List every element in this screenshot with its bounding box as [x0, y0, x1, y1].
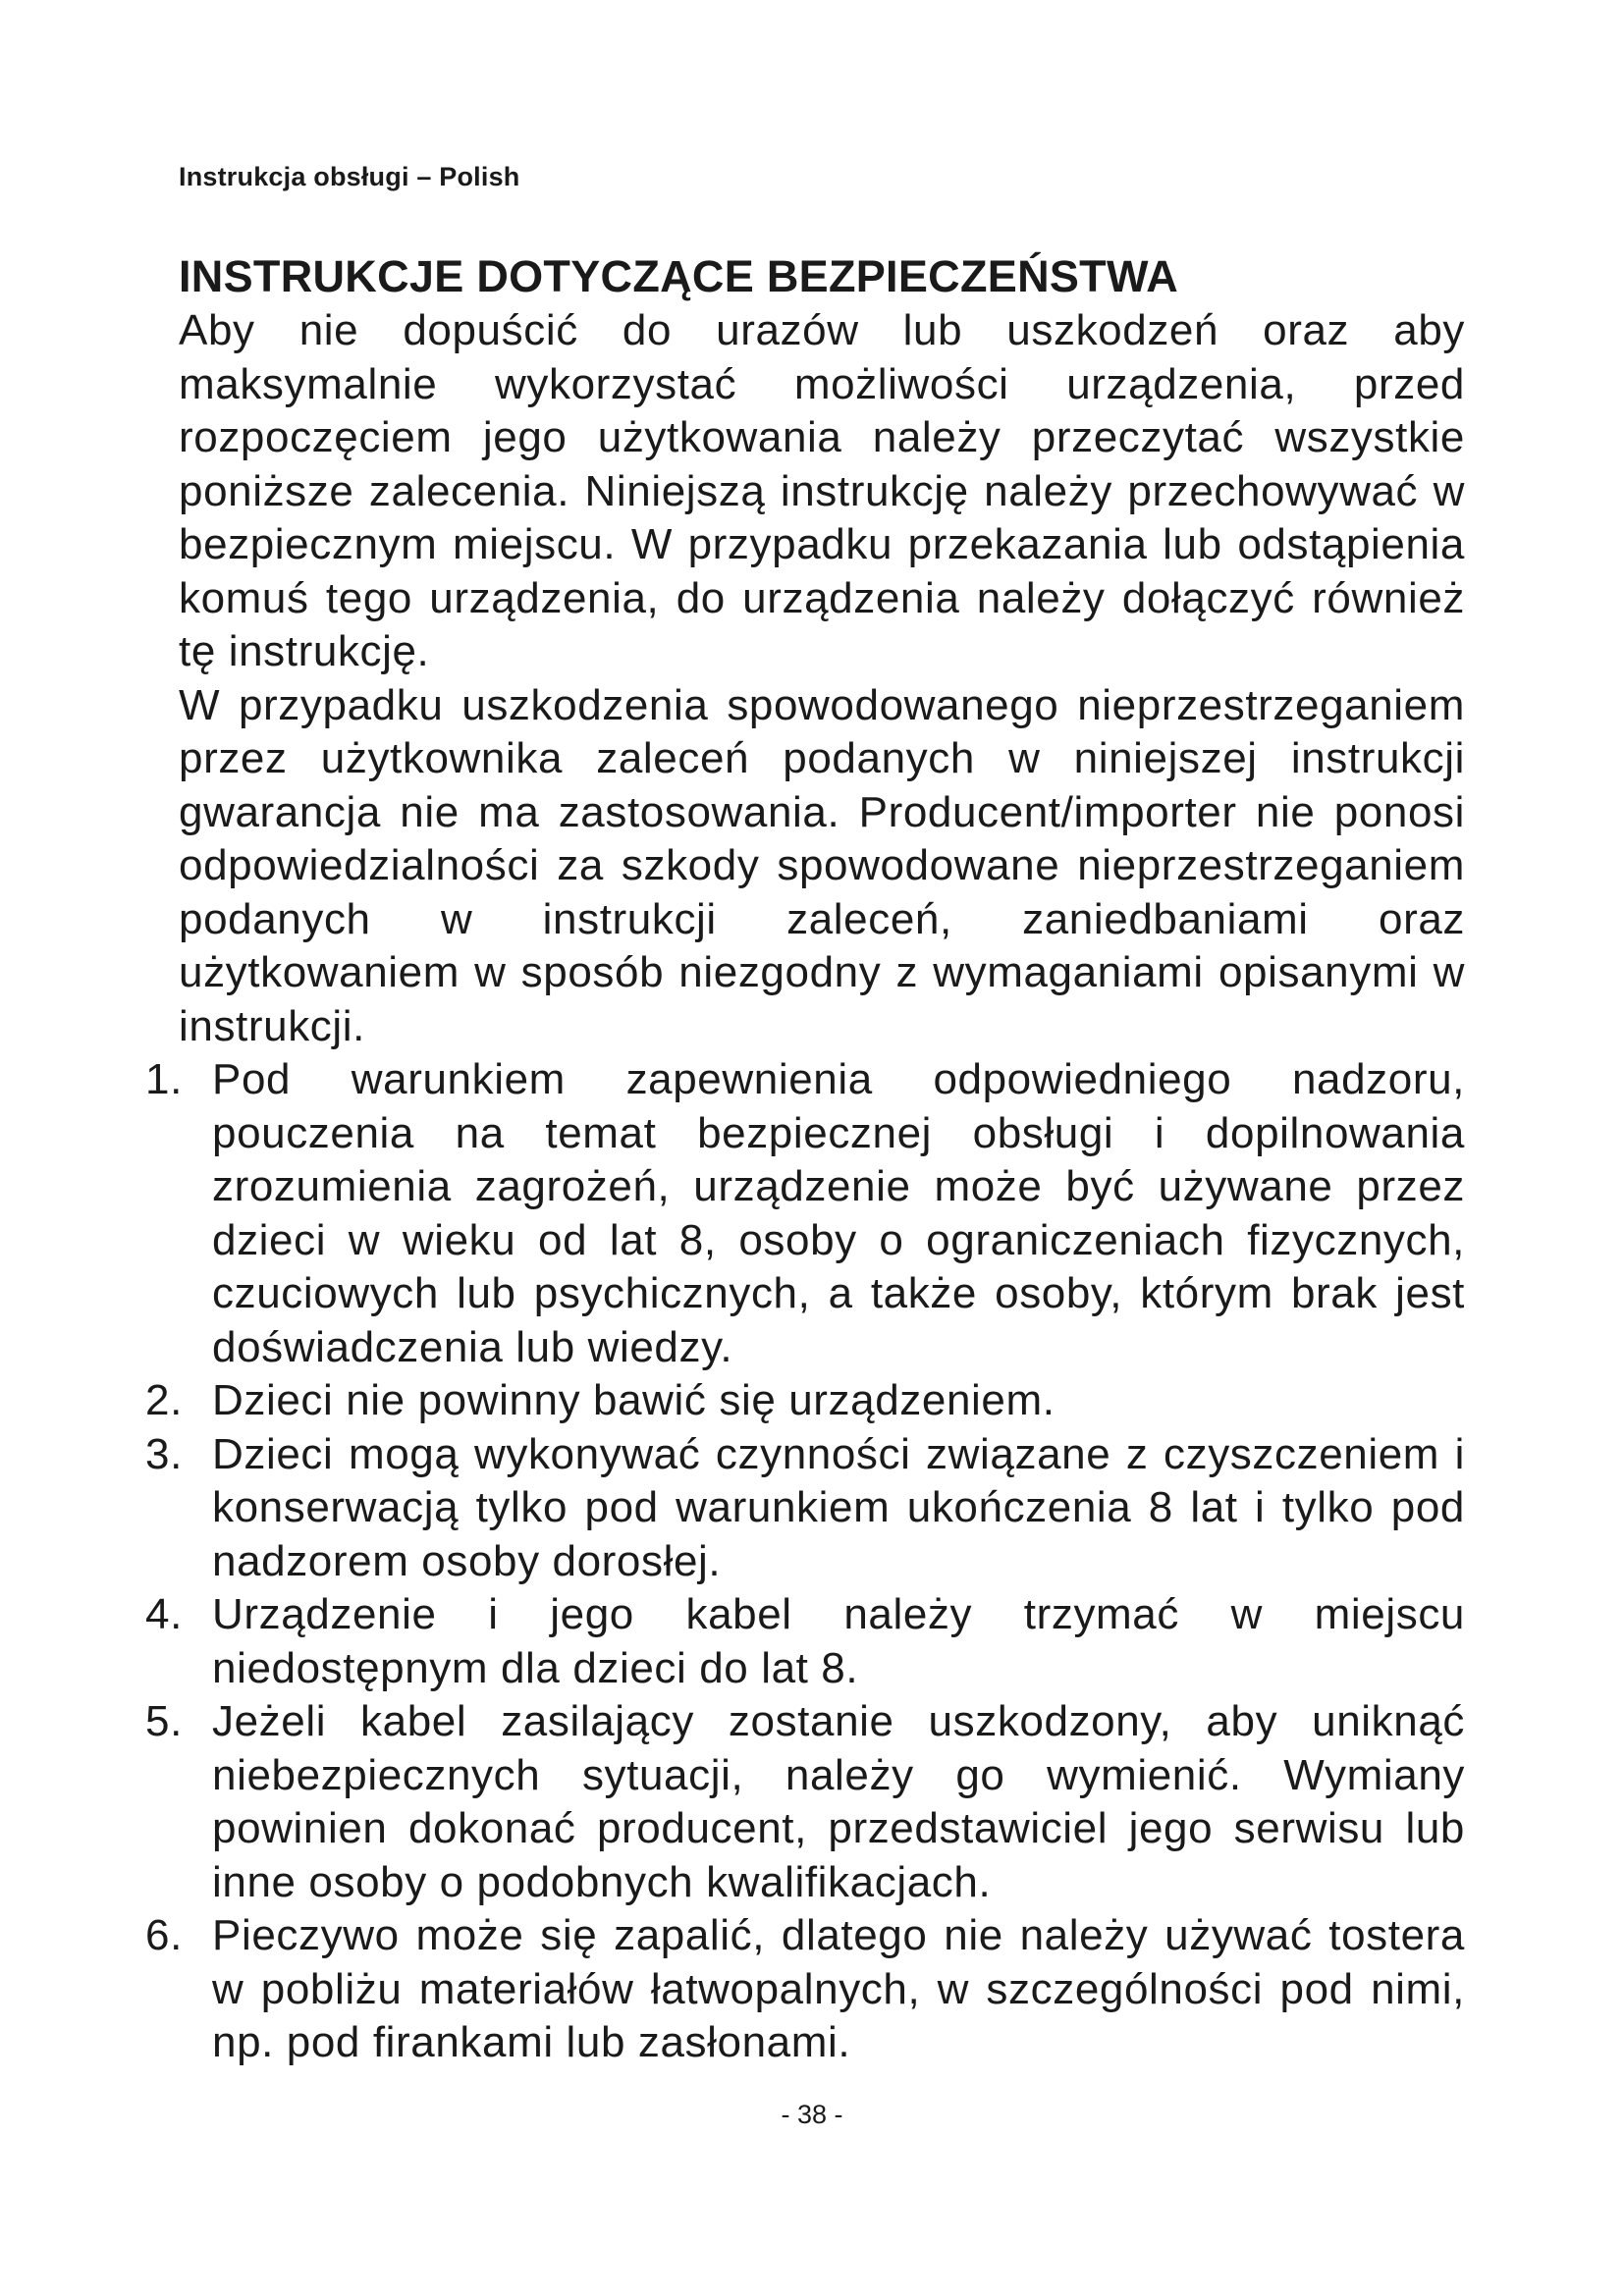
- warranty-paragraph: W przypadku uszkodzenia spowodowanego nieprzestrzeganiem przez użytkownika zaleceń podanych w niniejszej instrukcji gwarancja nie ma zastosowania. Producent/importer nie ponosi odpowiedzialności za szkody spowodowane nieprzestrzeganiem podanych w instrukcji zaleceń, zaniedbaniami oraz użytkowaniem w sposób niezgodny z wymaganiami opisanymi w instrukcji.: [179, 680, 1465, 1050]
- section-title: INSTRUKCJE DOTYCZĄCE BEZPIECZEŃSTWA: [179, 251, 1179, 301]
- safety-list: [145, 1053, 1465, 2070]
- list-item-text: Dzieci mogą wykonywać czynności związane z czyszczeniem i konserwacją tylko pod warunkiem ukończenia 8 lat i tylko pod nadzorem osoby dorosłej.: [212, 1429, 1465, 1585]
- intro-paragraph: Aby nie dopuścić do urazów lub uszkodzeń oraz aby maksymalnie wykorzystać możliwości urządzenia, przed rozpoczęciem jego użytkowania należy przeczytać wszystkie poniższe zalecenia. Niniejszą instrukcję należy przechowywać w bezpiecznym miejscu. W przypadku przekazania lub odstąpienia komuś tego urządzenia, do urządzenia należy dołączyć również tę instrukcję.: [179, 306, 1465, 675]
- list-item: [145, 1588, 1465, 1695]
- list-item-text: Jeżeli kabel zasilający zostanie uszkodzony, aby uniknąć niebezpiecznych sytuacji, należy go wymienić. Wymiany powinien dokonać producent, przedstawiciel jego serwisu lub inne osoby o podobnych kwalifikacjach.: [212, 1697, 1465, 1906]
- list-item-number: 3.: [145, 1429, 183, 1478]
- running-header: Instrukcja obsługi – Polish: [179, 162, 520, 191]
- list-item-number: 2.: [145, 1376, 183, 1424]
- list-item: [145, 1909, 1465, 2070]
- list-item: [145, 1428, 1465, 1589]
- safety-section: [145, 249, 1465, 2070]
- list-item: [145, 1053, 1465, 1374]
- list-item-number: 5.: [145, 1697, 183, 1745]
- list-item-number: 4.: [145, 1590, 183, 1638]
- list-item-number: 6.: [145, 1911, 183, 1959]
- list-item-text: Pieczywo może się zapalić, dlatego nie należy używać tostera w pobliżu materiałów łatwopalnych, w szczególności pod nimi, np. pod firankami lub zasłonami.: [212, 1911, 1465, 2066]
- list-item-text: Urządzenie i jego kabel należy trzymać w miejscu niedostępnym dla dzieci do lat 8.: [212, 1590, 1465, 1692]
- list-item: [145, 1695, 1465, 1909]
- page-number: - 38 -: [781, 2100, 843, 2129]
- list-item-text: Dzieci nie powinny bawić się urządzeniem.: [212, 1376, 1056, 1424]
- list-item-number: 1.: [145, 1055, 183, 1103]
- list-item: [145, 1374, 1465, 1428]
- list-item-text: Pod warunkiem zapewnienia odpowiedniego nadzoru, pouczenia na temat bezpiecznej obsługi i dopilnowania zrozumienia zagrożeń, urządzenie może być używane przez dzieci w wieku od lat 8, osoby o ograniczeniach fizycznych, czuciowych lub psychicznych, a także osoby, którym brak jest doświadczenia lub wiedzy.: [212, 1055, 1465, 1371]
